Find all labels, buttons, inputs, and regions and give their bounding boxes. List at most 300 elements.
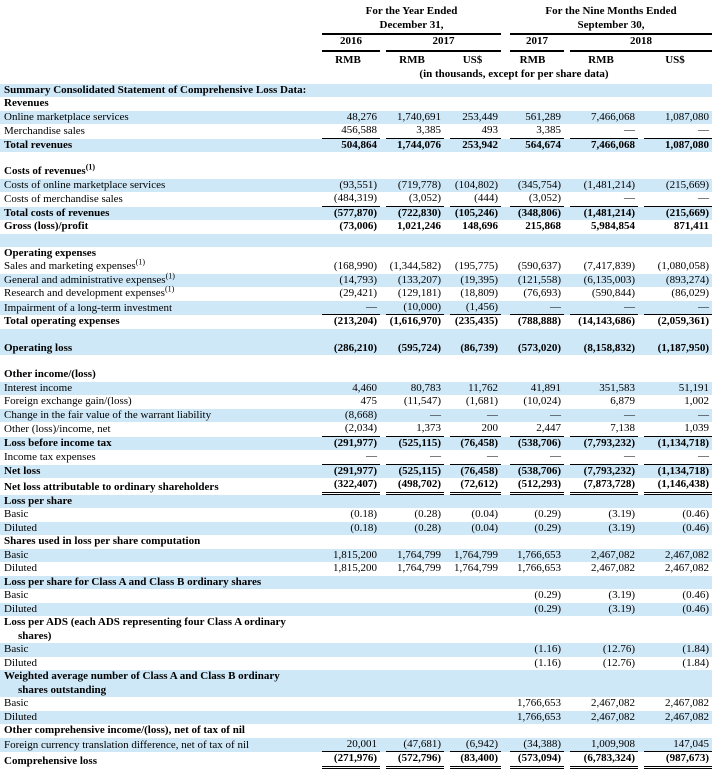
cell-value: 2,467,082 xyxy=(665,548,709,561)
row-label: Net loss attributable to ordinary shareholders xyxy=(4,481,219,493)
table-row xyxy=(0,247,712,261)
cell-value: (73,006) xyxy=(339,220,377,232)
cell-value: 493 xyxy=(444,124,501,139)
cell-value: (8,158,832) xyxy=(583,341,635,354)
table-row xyxy=(0,287,712,301)
table-row xyxy=(0,395,712,409)
cell-value: 2,467,082 xyxy=(665,710,709,723)
cell-value: 7,466,068 xyxy=(591,110,635,123)
cell-value: 1,373 xyxy=(380,422,444,437)
row-label: Other comprehensive income/(loss), net of tax of nil xyxy=(4,724,245,736)
year-2016: 2016 xyxy=(316,35,380,52)
cell-value: 2,467,082 xyxy=(591,710,635,723)
row-label: Loss per share xyxy=(4,494,73,507)
cell-value: 41,891 xyxy=(530,381,561,394)
cell-value: 1,039 xyxy=(638,422,712,437)
table-row xyxy=(0,315,712,329)
cell-value: 20,001 xyxy=(316,738,380,753)
footnote-marker: (1) xyxy=(165,270,175,280)
spacer-row xyxy=(0,152,712,165)
spacer-cell xyxy=(0,329,712,342)
cell-value: (12.76) xyxy=(602,656,635,669)
cell-value xyxy=(316,589,380,603)
cell-value: (215,669) xyxy=(665,178,709,191)
table-row xyxy=(0,478,712,495)
cell-value: (1.16) xyxy=(534,656,561,669)
row-label: Loss before income tax xyxy=(4,436,112,449)
year-ended-line2: December 31, xyxy=(379,18,444,31)
cell-value: (1,134,718) xyxy=(657,464,709,477)
cell-value xyxy=(444,711,501,725)
cell-value: 11,762 xyxy=(468,381,498,394)
row-label: Diluted xyxy=(4,602,37,615)
cell-value xyxy=(444,697,501,711)
cell-value: 147,045 xyxy=(638,738,712,753)
row-label: Impairment of a long-term investment xyxy=(4,301,173,314)
header-spacer xyxy=(0,52,316,68)
table-row xyxy=(0,657,712,671)
cell-value: (0.29) xyxy=(534,589,561,601)
table-row xyxy=(0,260,712,274)
cell-value: (19,395) xyxy=(460,273,498,286)
row-label: Basic xyxy=(4,548,29,561)
nine-months-line1: For the Nine Months Ended xyxy=(545,5,677,17)
cell-value: (8,668) xyxy=(344,408,377,421)
cell-value: 1,021,246 xyxy=(397,220,441,232)
cell-value: (121,558) xyxy=(517,273,561,286)
row-label: Weighted average number of Class A and Class B ordinary shares outstanding xyxy=(4,670,280,696)
cell-value: (573,020) xyxy=(517,341,561,354)
cell-value: (7,793,232) xyxy=(583,464,635,477)
table-row xyxy=(0,342,712,356)
cell-value: 48,276 xyxy=(346,110,377,123)
currency-label: US$ xyxy=(462,53,483,66)
cell-value: (987,673) xyxy=(638,752,712,769)
cell-value: (788,888) xyxy=(517,315,561,327)
cell-value: (93,551) xyxy=(339,178,377,191)
cell-value: (590,844) xyxy=(591,287,635,299)
cell-value: 148,696 xyxy=(462,220,498,232)
table-row xyxy=(0,301,712,316)
cell-value: 504,864 xyxy=(341,138,377,151)
cell-value: 51,191 xyxy=(678,381,709,394)
cell-value: 1,766,653 xyxy=(517,697,561,709)
cell-value: 2,467,082 xyxy=(665,697,709,709)
cell-value: (1,080,058) xyxy=(657,260,709,272)
cell-value: (14,793) xyxy=(339,273,377,286)
row-label: Foreign exchange gain/(loss) xyxy=(4,395,132,407)
table-row xyxy=(0,508,712,522)
table-row xyxy=(0,465,712,479)
cell-value: (1,134,718) xyxy=(657,436,709,449)
cell-value: — xyxy=(444,450,501,465)
cell-value xyxy=(316,711,380,725)
cell-value xyxy=(380,657,444,671)
table-row xyxy=(0,409,712,423)
cell-value: (10,024) xyxy=(523,395,561,407)
cell-value: (348,806) xyxy=(517,206,561,219)
cell-value: 80,783 xyxy=(410,381,441,394)
row-label: Foreign currency translation difference, net of tax of nil xyxy=(4,738,250,751)
cell-value xyxy=(444,603,501,617)
row-label: Loss per ADS (each ADS representing four Class A ordinary shares) xyxy=(4,616,286,642)
spacer-cell xyxy=(0,355,712,368)
row-label: Other income/(loss) xyxy=(4,368,96,380)
cell-value xyxy=(316,603,380,617)
spacer-cell xyxy=(0,152,712,165)
currency-label: RMB xyxy=(335,53,361,66)
row-label: Operating loss xyxy=(4,341,73,354)
table-row xyxy=(0,711,712,725)
cell-value: — xyxy=(638,450,712,465)
cell-value: 253,942 xyxy=(462,138,498,151)
cell-value: (444) xyxy=(444,192,501,207)
cell-value: 475 xyxy=(360,395,377,407)
cell-value: 871,411 xyxy=(673,220,709,232)
cell-value: 1,764,799 xyxy=(397,562,441,574)
footnote-marker: (1) xyxy=(85,162,96,172)
footnote-marker: (1) xyxy=(135,257,145,267)
table-row xyxy=(0,670,712,697)
cell-value: — xyxy=(550,408,561,421)
currency-row xyxy=(0,52,712,68)
units-row xyxy=(0,67,712,84)
table-row xyxy=(0,139,712,153)
units-note: (in thousands, except for per share data) xyxy=(419,68,609,80)
cell-value: 4,460 xyxy=(352,381,377,394)
cell-value: (573,094) xyxy=(501,752,564,769)
cell-value: (0.46) xyxy=(682,521,709,534)
table-row xyxy=(0,616,712,643)
cell-value: (498,702) xyxy=(380,478,444,495)
table-row xyxy=(0,697,712,711)
cell-value: 564,674 xyxy=(525,138,561,151)
cell-value: (1,681) xyxy=(465,395,498,407)
spacer-row xyxy=(0,329,712,342)
table-row xyxy=(0,179,712,193)
row-label: Income tax expenses xyxy=(4,451,96,463)
cell-value xyxy=(380,603,444,617)
year-2017-annual: 2017 xyxy=(380,35,501,52)
cell-value: (525,115) xyxy=(398,464,441,477)
cell-value: (291,977) xyxy=(333,464,377,477)
cell-value: (34,388) xyxy=(501,738,564,753)
cell-value: (0.29) xyxy=(534,521,561,534)
cell-value: (0.46) xyxy=(682,602,709,615)
cell-value: 1,815,200 xyxy=(333,562,377,574)
cell-value: 6,879 xyxy=(610,395,635,407)
cell-value: (2,059,361) xyxy=(657,315,709,327)
cell-value: (512,293) xyxy=(501,478,564,495)
cell-value: (572,796) xyxy=(380,752,444,769)
cell-value: (195,775) xyxy=(454,260,498,272)
cell-value: 1,766,653 xyxy=(517,562,561,574)
row-label: Revenues xyxy=(4,97,49,109)
cell-value: (0.28) xyxy=(414,508,441,520)
row-label: Gross (loss)/profit xyxy=(4,220,89,232)
cell-value: — xyxy=(638,124,712,139)
cell-value: (129,181) xyxy=(397,287,441,299)
cell-value: (3,052) xyxy=(501,192,564,207)
table-row xyxy=(0,562,712,576)
cell-value xyxy=(380,589,444,603)
table-row xyxy=(0,522,712,536)
cell-value: (18,809) xyxy=(460,287,498,299)
cell-value: 2,447 xyxy=(501,422,564,437)
row-label: Total operating expenses xyxy=(4,315,120,327)
cell-value: (29,421) xyxy=(339,287,377,299)
year-2018-interim: 2018 xyxy=(564,35,712,52)
cell-value: 1,009,908 xyxy=(564,738,638,753)
cell-value: — xyxy=(564,124,638,139)
cell-value: — xyxy=(624,408,635,421)
cell-value: (1,481,214) xyxy=(583,178,635,191)
cell-value: 1,087,080 xyxy=(665,138,709,151)
cell-value: (1.16) xyxy=(534,643,561,655)
row-label: Diluted xyxy=(4,562,37,574)
cell-value: (0.04) xyxy=(471,521,498,534)
cell-value: (86,739) xyxy=(460,341,498,354)
cell-value: — xyxy=(698,408,709,421)
cell-value: (3.19) xyxy=(608,508,635,520)
year-row xyxy=(0,35,712,52)
cell-value: — xyxy=(380,450,444,465)
row-label: General and administrative expenses$^{(1)}$ xyxy=(4,270,175,286)
cell-value: (0.18) xyxy=(350,508,377,520)
cell-value: — xyxy=(430,408,441,421)
cell-value: (168,990) xyxy=(333,260,377,272)
year-2017-interim: 2017 xyxy=(501,35,564,52)
cell-value: (213,204) xyxy=(333,315,377,327)
cell-value: 561,289 xyxy=(525,110,561,123)
cell-value: (0.46) xyxy=(682,589,709,601)
cell-value: (595,724) xyxy=(397,341,441,354)
nine-months-line2: September 30, xyxy=(577,18,645,31)
cell-value: (1.84) xyxy=(682,643,709,655)
row-label: Summary Consolidated Statement of Comprehensive Loss Data: xyxy=(4,83,307,96)
cell-value: (14,143,686) xyxy=(578,315,635,327)
table-row xyxy=(0,752,712,769)
cell-value: 3,385 xyxy=(501,124,564,139)
cell-value: (345,754) xyxy=(517,178,561,191)
row-label: Net loss xyxy=(4,464,41,477)
currency-label: US$ xyxy=(665,53,685,66)
table-row xyxy=(0,422,712,437)
table-row xyxy=(0,84,712,98)
table-row xyxy=(0,535,712,549)
cell-value: (1.84) xyxy=(682,656,709,669)
cell-value: (105,246) xyxy=(454,206,498,219)
header-spacer xyxy=(0,5,316,35)
table-row xyxy=(0,738,712,753)
cell-value: (1,146,438) xyxy=(638,478,712,495)
cell-value: 1,766,653 xyxy=(517,548,561,561)
table-row xyxy=(0,589,712,603)
cell-value xyxy=(316,643,380,657)
cell-value: (1,187,950) xyxy=(657,341,709,354)
cell-value: (0.29) xyxy=(534,602,561,615)
cell-value: — xyxy=(564,192,638,207)
table-row xyxy=(0,450,712,465)
cell-value: (3,052) xyxy=(380,192,444,207)
cell-value: (7,793,232) xyxy=(583,436,635,449)
cell-value: (322,407) xyxy=(316,478,380,495)
cell-value: (2,034) xyxy=(316,422,380,437)
table-header xyxy=(0,5,712,84)
footnote-marker: (1) xyxy=(164,284,175,294)
cell-value: (893,274) xyxy=(665,273,709,286)
table-row xyxy=(0,724,712,738)
cell-value: 1,766,653 xyxy=(517,710,561,723)
cell-value: (577,870) xyxy=(333,206,377,219)
cell-value: (0.28) xyxy=(414,521,441,534)
row-label: Basic xyxy=(4,508,29,520)
cell-value: 253,449 xyxy=(462,110,498,123)
row-label: Total revenues xyxy=(4,138,73,151)
cell-value: 2,467,082 xyxy=(665,562,709,574)
cell-value: — xyxy=(564,301,638,316)
cell-value: — xyxy=(564,450,638,465)
cell-value: — xyxy=(638,301,712,316)
col-group-nine-months xyxy=(501,5,712,35)
cell-value xyxy=(380,711,444,725)
row-label: Basic xyxy=(4,643,29,655)
cell-value: (6,135,003) xyxy=(583,273,635,286)
row-label: Comprehensive loss xyxy=(4,755,97,767)
cell-value: (12.76) xyxy=(602,643,635,655)
table-row xyxy=(0,382,712,396)
cell-value: (83,400) xyxy=(444,752,501,769)
cell-value: 351,583 xyxy=(599,381,635,394)
cell-value: (104,802) xyxy=(454,178,498,191)
cell-value: (271,976) xyxy=(316,752,380,769)
cell-value: (1,616,970) xyxy=(389,315,441,327)
table-row xyxy=(0,603,712,617)
cell-value: (47,681) xyxy=(380,738,444,753)
cell-value: 3,385 xyxy=(380,124,444,139)
row-label: Diluted xyxy=(4,656,37,669)
cell-value: (0.04) xyxy=(471,508,498,520)
comprehensive-loss-table xyxy=(0,5,712,769)
cell-value: (76,458) xyxy=(460,464,498,477)
row-label: Merchandise sales xyxy=(4,125,85,137)
row-label: Interest income xyxy=(4,381,73,394)
row-label: Costs of revenues$^{(1)}$ xyxy=(4,162,96,177)
cell-value: (72,612) xyxy=(444,478,501,495)
cell-value: (11,547) xyxy=(403,395,441,407)
cell-value: — xyxy=(501,450,564,465)
table-row xyxy=(0,576,712,590)
cell-value: 215,868 xyxy=(525,220,561,232)
cell-value: (538,706) xyxy=(517,436,561,449)
row-label: Online marketplace services xyxy=(4,110,129,123)
cell-value xyxy=(444,657,501,671)
cell-value: (6,942) xyxy=(444,738,501,753)
cell-value: (525,115) xyxy=(398,436,441,449)
cell-value: (86,029) xyxy=(671,287,709,299)
cell-value: (215,669) xyxy=(665,206,709,219)
row-label: Shares used in loss per share computation xyxy=(4,535,201,547)
cell-value: (722,830) xyxy=(397,206,441,219)
table-body xyxy=(0,84,712,769)
cell-value: (0.18) xyxy=(350,521,377,534)
cell-value: (0.29) xyxy=(534,508,561,520)
cell-value: 1,764,799 xyxy=(397,548,441,561)
cell-value: 2,467,082 xyxy=(591,697,635,709)
cell-value: 1,764,799 xyxy=(454,562,498,574)
table-row xyxy=(0,643,712,657)
cell-value: (7,417,839) xyxy=(583,260,635,272)
cell-value xyxy=(316,697,380,711)
row-label: Costs of online marketplace services xyxy=(4,178,166,191)
cell-value: 1,744,076 xyxy=(397,138,441,151)
cell-value: (10,000) xyxy=(380,301,444,316)
cell-value: — xyxy=(501,301,564,316)
cell-value: (291,977) xyxy=(333,436,377,449)
cell-value: 1,002 xyxy=(684,395,709,407)
row-label: Total costs of revenues xyxy=(4,206,110,219)
cell-value: (484,319) xyxy=(316,192,380,207)
spacer-row xyxy=(0,355,712,368)
table-row xyxy=(0,220,712,234)
cell-value: 1,740,691 xyxy=(397,110,441,123)
cell-value: 200 xyxy=(444,422,501,437)
cell-value: (590,637) xyxy=(517,260,561,272)
cell-value: (7,873,728) xyxy=(564,478,638,495)
col-group-year-ended xyxy=(316,5,501,35)
row-label: Costs of merchandise sales xyxy=(4,193,123,205)
cell-value: 2,467,082 xyxy=(591,562,635,574)
period-group-row xyxy=(0,5,712,35)
cell-value xyxy=(316,657,380,671)
spacer-row xyxy=(0,234,712,247)
cell-value: — xyxy=(316,301,380,316)
cell-value xyxy=(380,697,444,711)
table-row xyxy=(0,165,712,179)
cell-value: (3.19) xyxy=(608,602,635,615)
cell-value xyxy=(444,643,501,657)
cell-value: (76,693) xyxy=(523,287,561,299)
row-label: Change in the fair value of the warrant liability xyxy=(4,408,212,421)
cell-value xyxy=(444,589,501,603)
currency-label: RMB xyxy=(399,53,425,66)
row-label: Loss per share for Class A and Class B ordinary shares xyxy=(4,575,262,588)
spacer-cell xyxy=(0,234,712,247)
currency-label: RMB xyxy=(519,53,546,66)
row-label: Operating expenses xyxy=(4,246,96,259)
cell-value: (1,456) xyxy=(444,301,501,316)
cell-value: (3.19) xyxy=(608,589,635,601)
row-label: Diluted xyxy=(4,521,37,534)
row-label: Research and development expenses$^{(1)}$ xyxy=(4,284,175,299)
cell-value: 2,467,082 xyxy=(591,548,635,561)
cell-value: — xyxy=(316,450,380,465)
cell-value: (286,210) xyxy=(333,341,377,354)
row-label: Basic xyxy=(4,589,29,601)
cell-value: 456,588 xyxy=(316,124,380,139)
cell-value: 1,764,799 xyxy=(454,548,498,561)
table-row xyxy=(0,495,712,509)
table-row xyxy=(0,111,712,125)
cell-value: (719,778) xyxy=(397,178,441,191)
cell-value: (538,706) xyxy=(517,464,561,477)
table-row xyxy=(0,368,712,382)
cell-value: (6,783,324) xyxy=(564,752,638,769)
table-row xyxy=(0,207,712,221)
cell-value: — xyxy=(487,408,498,421)
cell-value: (235,435) xyxy=(454,315,498,327)
header-spacer xyxy=(0,35,316,52)
